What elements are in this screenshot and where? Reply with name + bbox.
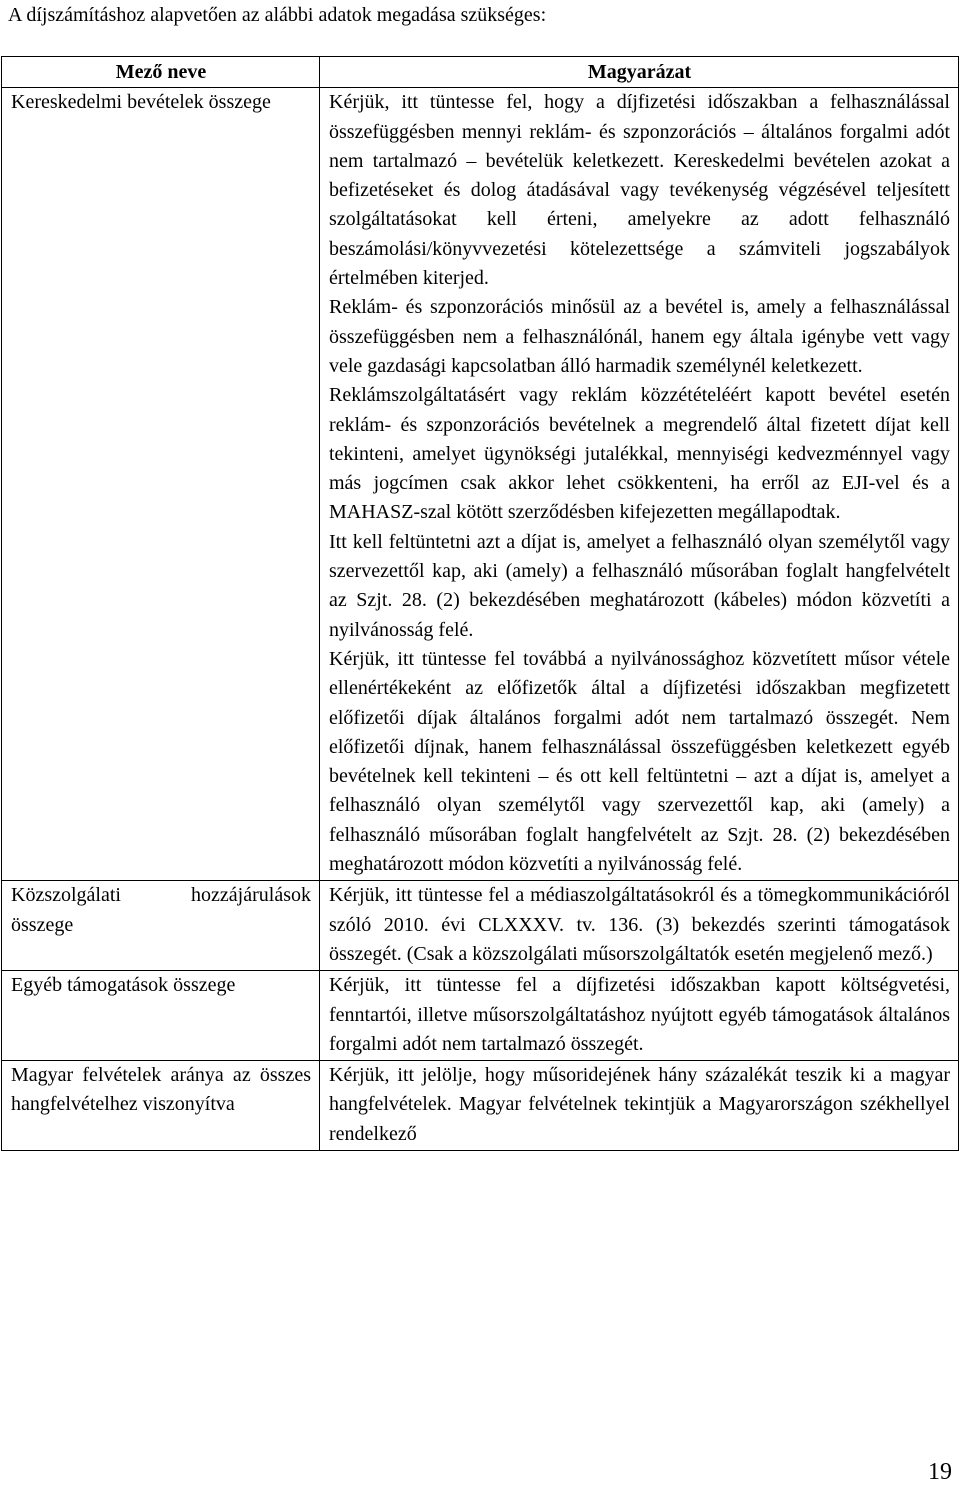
page-number: 19 <box>928 1459 952 1485</box>
table-row <box>2 1061 959 1151</box>
explanation-paragraph: Itt kell feltüntetni azt a díjat is, amelyet a felhasználó olyan személytől vagy szervezettől kap, aki (amely) a felhasználó műsorában foglalt hangfelvételt az Szjt. 28. (2) bekezdésében meghatározott (kábeles) módon közvetíti a nyilvánosság felé. <box>329 530 950 641</box>
row-field-name: Közszolgálati hozzájárulások összege <box>2 881 320 971</box>
explanation-paragraph: Reklámszolgáltatásért vagy reklám közzétételéért kapott bevétel esetén reklám- és szponzorációs bevételnek a megrendelő által fizetett díjat kell tekinteni, amelyet ügynökségi jutalékkal, mennyiségi kedvezménnyel vagy más jogcímen csak akkor lehet csökkenteni, ha erről az EJI-vel és a MAHASZ-szal kötött szerződésben kifejezetten megállapodtak. <box>329 384 950 524</box>
row-field-name: Magyar felvételek aránya az összes hangfelvételhez viszonyítva <box>2 1061 320 1151</box>
row-explanation <box>320 1061 959 1151</box>
row-field-name: Egyéb támogatások összege <box>2 971 320 1061</box>
explanation-paragraph: Kérjük, itt tüntesse fel, hogy a díjfizetési időszakban a felhasználással összefüggésben mennyi reklám- és szponzorációs – általános forgalmi adót nem tartalmazó – bevételük keletkezett. Kereskedelmi bevételen azokat a befizetéseket és dolog átadásával vagy tevékenység végzésével teljesített szolgáltatásokat kell érteni, amelyekre az adott felhasználó beszámolási/könyvvezetési kötelezettsége a számviteli jogszabályok értelmében kiterjed. <box>329 91 950 290</box>
row-explanation <box>320 881 959 971</box>
header-field-name: Mező neve <box>2 57 320 88</box>
intro-text: A díjszámításhoz alapvetően az alábbi adatok megadása szükséges: <box>8 4 547 26</box>
explanation-paragraph: Kérjük, itt tüntesse fel továbbá a nyilvánossághoz közvetített műsor vétele ellenértékeként az előfizetők által a díjfizetési időszakban megfizetett előfizetői díjak általános forgalmi adót nem tartalmazó összegét. Nem előfizetői díjnak, hanem felhasználással összefüggésben keletkezett egyéb bevételnek kell tekinteni – és ott kell feltüntetni – azt a díjat is, amelyet a felhasználó olyan személytől vagy szervezettől kap, aki (amely) a felhasználó műsorában foglalt hangfelvételt az Szjt. 28. (2) bekezdésében meghatározott módon közvetíti a nyilvánosság felé. <box>329 647 950 876</box>
explanation-paragraph: Kérjük, itt tüntesse fel a díjfizetési időszakban kapott költségvetési, fenntartói, illetve műsorszolgáltatáshoz nyújtott egyéb támogatások általános forgalmi adót nem tartalmazó összegét. <box>329 974 950 1055</box>
row-explanation <box>320 971 959 1061</box>
header-explanation: Magyarázat <box>320 57 959 88</box>
row-explanation <box>320 88 959 881</box>
row-field-name: Kereskedelmi bevételek összege <box>2 88 320 881</box>
table-row <box>2 88 959 881</box>
explanation-paragraph: Reklám- és szponzorációs minősül az a bevétel is, amely a felhasználással összefüggésben nem a felhasználónál, hanem egy általa igénybe vett vagy vele gazdasági kapcsolatban álló harmadik személynél keletkezett. <box>329 296 950 377</box>
explanation-paragraph: Kérjük, itt jelölje, hogy műsoridejének hány százalékát teszik ki a magyar hangfelvételek. Magyar felvételnek tekintjük a Magyarországon székhellyel rendelkező <box>329 1064 950 1145</box>
data-fields-table <box>1 56 959 1151</box>
explanation-paragraph: Kérjük, itt tüntesse fel a médiaszolgáltatásokról és a tömegkommunikációról szóló 2010. évi CLXXXV. tv. 136. (3) bekezdés szerinti támogatások összegét. (Csak a közszolgálati műsorszolgáltatók esetén megjelenő mező.) <box>329 884 950 965</box>
table-header-row <box>2 57 959 88</box>
table-row <box>2 971 959 1061</box>
table-row <box>2 881 959 971</box>
